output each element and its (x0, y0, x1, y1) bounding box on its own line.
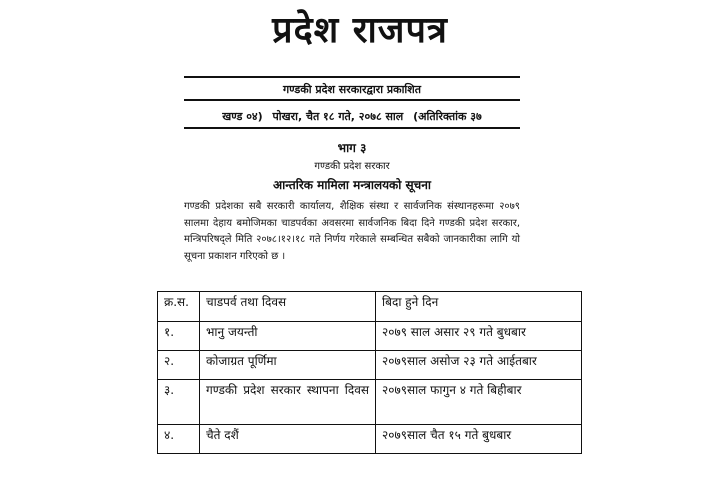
row-festival: कोजाग्रत पूर्णिमा (200, 351, 376, 380)
row-serial: १. (158, 322, 200, 351)
issue-line (184, 109, 520, 124)
table-row (158, 425, 582, 454)
row-serial: ४. (158, 425, 200, 454)
header-holiday-date: बिदा हुने दिन (376, 292, 582, 322)
table-row (158, 322, 582, 351)
table-row (158, 380, 582, 425)
row-date: २०७९साल फागुन ४ गते बिहीबार (376, 380, 582, 425)
header-festival: चाडपर्व तथा दिवस (200, 292, 376, 322)
row-date: २०७९साल असोज २३ गते आईतबार (376, 351, 582, 380)
header-serial: क्र.स. (158, 292, 200, 322)
header-divider-bottom (184, 127, 520, 129)
row-festival: गण्डकी प्रदेश सरकार स्थापना दिवस (200, 380, 376, 425)
table-header-row (158, 292, 582, 322)
gazette-title: प्रदेश राजपत्र (272, 10, 448, 51)
holiday-table (157, 291, 582, 454)
row-serial: ३. (158, 380, 200, 425)
row-date: २०७९साल चैत १५ गते बुधबार (376, 425, 582, 454)
row-festival: चैते दशैं (200, 425, 376, 454)
row-serial: २. (158, 351, 200, 380)
table-row (158, 351, 582, 380)
row-date: २०७९ साल असार २९ गते बुधबार (376, 322, 582, 351)
government-heading: गण्डकी प्रदेश सरकार (314, 161, 390, 172)
issue-place-date: पोखरा, चैत १८ गते, २०७८ साल (272, 110, 404, 123)
row-festival: भानु जयन्ती (200, 322, 376, 351)
ministry-notice-heading: आन्तरिक मामिला मन्त्रालयको सूचना (272, 178, 432, 192)
issue-extra: (अतिरिक्तांक ३७ (413, 110, 482, 123)
notice-paragraph: गण्डकी प्रदेशका सबै सरकारी कार्यालय, शैक्षिक संस्था र सार्वजनिक संस्थानहरूमा २०७९ सालमा देहाय बमोजिमका चाडपर्वका अवसरमा सार्वजनिक बिदा दिने गण्डकी प्रदेश सरकार, मन्त्रिपरिषद्ले मिति २०७८।१२।१८ गते निर्णय गरेकाले सम्बन्धित सबैको जानकारीका लागि यो सूचना प्रकाशन गरिएको छ । (184, 201, 520, 262)
header-divider-top (184, 76, 520, 78)
issue-volume: खण्ड ०४) (222, 110, 263, 123)
header-divider-middle (184, 99, 520, 101)
publisher-line: गण्डकी प्रदेश सरकारद्वारा प्रकाशित (282, 83, 422, 96)
part-heading: भाग ३ (337, 141, 367, 155)
